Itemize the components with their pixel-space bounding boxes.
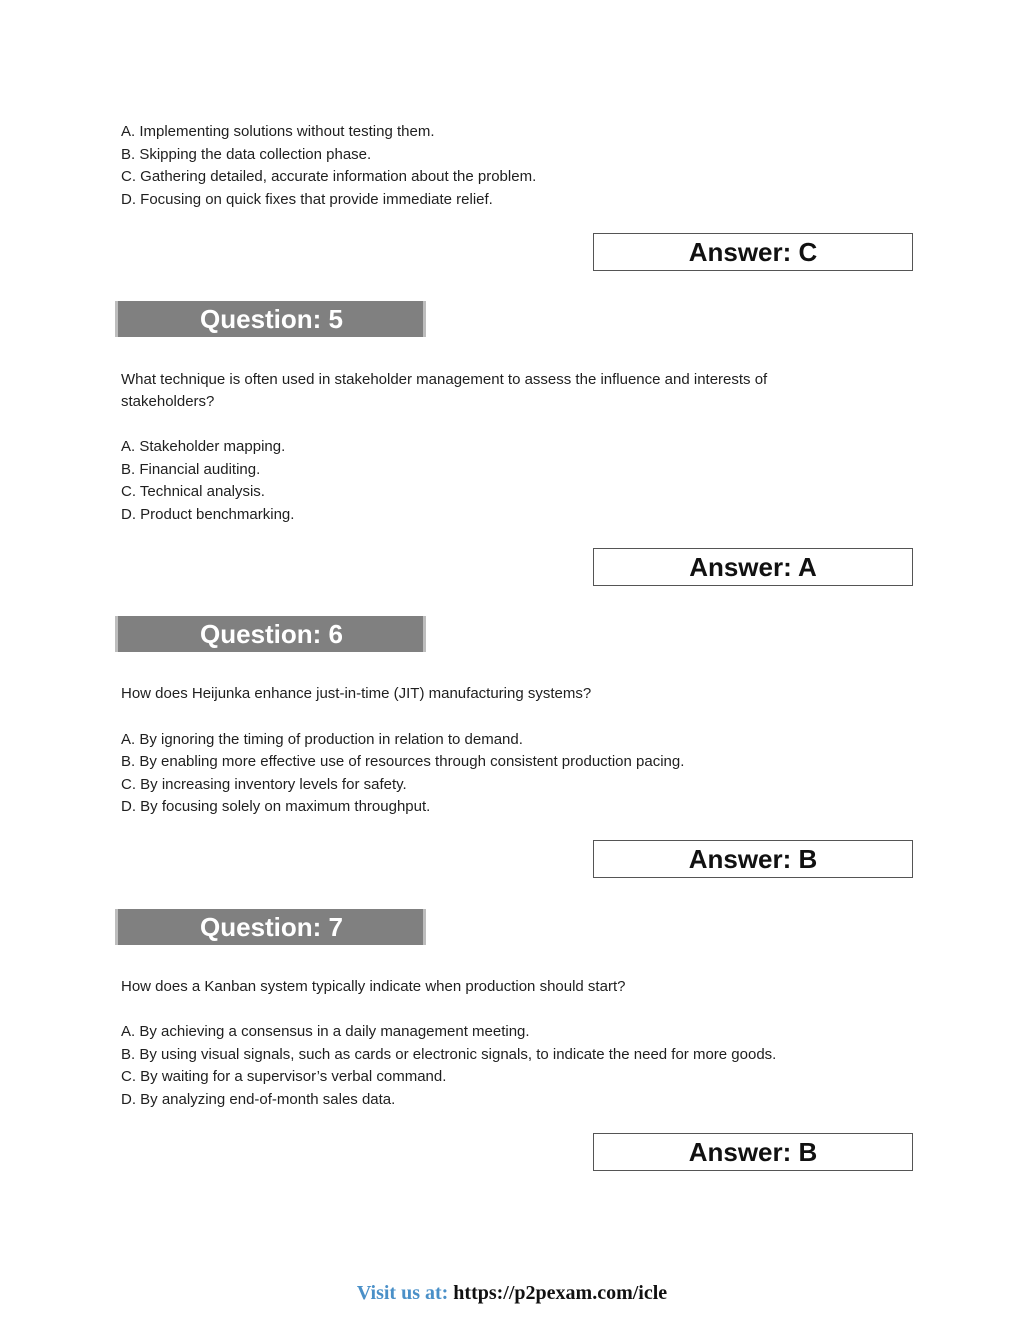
q7-option-d: D. By analyzing end-of-month sales data. <box>121 1091 396 1108</box>
q4-answer-box: Answer: C <box>593 233 913 271</box>
q5-heading: Question: 5 <box>200 304 344 334</box>
q5-option-b: B. Financial auditing. <box>121 461 261 478</box>
q6-option-a: A. By ignoring the timing of production in relation to demand. <box>121 731 523 748</box>
q4-option-c: C. Gathering detailed, accurate information about the problem. <box>121 168 537 185</box>
footer-visit-label: Visit us at: <box>356 1282 454 1304</box>
q4-option-d: D. Focusing on quick fixes that provide immediate relief. <box>121 191 493 208</box>
q5-option-c: C. Technical analysis. <box>121 483 265 500</box>
q6-heading: Question: 6 <box>200 619 344 649</box>
q7-text-line-1: How does a Kanban system typically indicate when production should start? <box>121 978 626 995</box>
q5-answer-box: Answer: A <box>593 548 913 586</box>
q7-option-c: C. By waiting for a supervisor’s verbal command. <box>121 1068 447 1085</box>
q7-heading: Question: 7 <box>200 912 344 942</box>
q5-text-line-2: stakeholders? <box>121 393 215 410</box>
q6-answer-box: Answer: B <box>593 840 913 878</box>
page-footer <box>0 1281 1024 1305</box>
q6-option-d: D. By focusing solely on maximum throughput. <box>121 798 431 815</box>
footer-url-link[interactable]: https://p2pexam.com/icle <box>453 1282 668 1304</box>
q7-heading-banner <box>115 909 426 945</box>
q5-option-d: D. Product benchmarking. <box>121 506 295 523</box>
q7-answer-box: Answer: B <box>593 1133 913 1171</box>
q5-option-a: A. Stakeholder mapping. <box>121 438 286 455</box>
q5-text-line-1: What technique is often used in stakeholder management to assess the influence and interests of <box>121 371 768 388</box>
q6-option-b: B. By enabling more effective use of resources through consistent production pacing. <box>121 753 685 770</box>
q4-option-b: B. Skipping the data collection phase. <box>121 146 372 163</box>
q6-option-c: C. By increasing inventory levels for safety. <box>121 776 407 793</box>
q7-option-a: A. By achieving a consensus in a daily management meeting. <box>121 1023 530 1040</box>
q7-option-b: B. By using visual signals, such as cards or electronic signals, to indicate the need for more goods. <box>121 1046 777 1063</box>
q6-heading-banner <box>115 616 426 652</box>
q5-heading-banner <box>115 301 426 337</box>
q6-text-line-1: How does Heijunka enhance just-in-time (JIT) manufacturing systems? <box>121 685 592 702</box>
q4-option-a: A. Implementing solutions without testing them. <box>121 123 435 140</box>
